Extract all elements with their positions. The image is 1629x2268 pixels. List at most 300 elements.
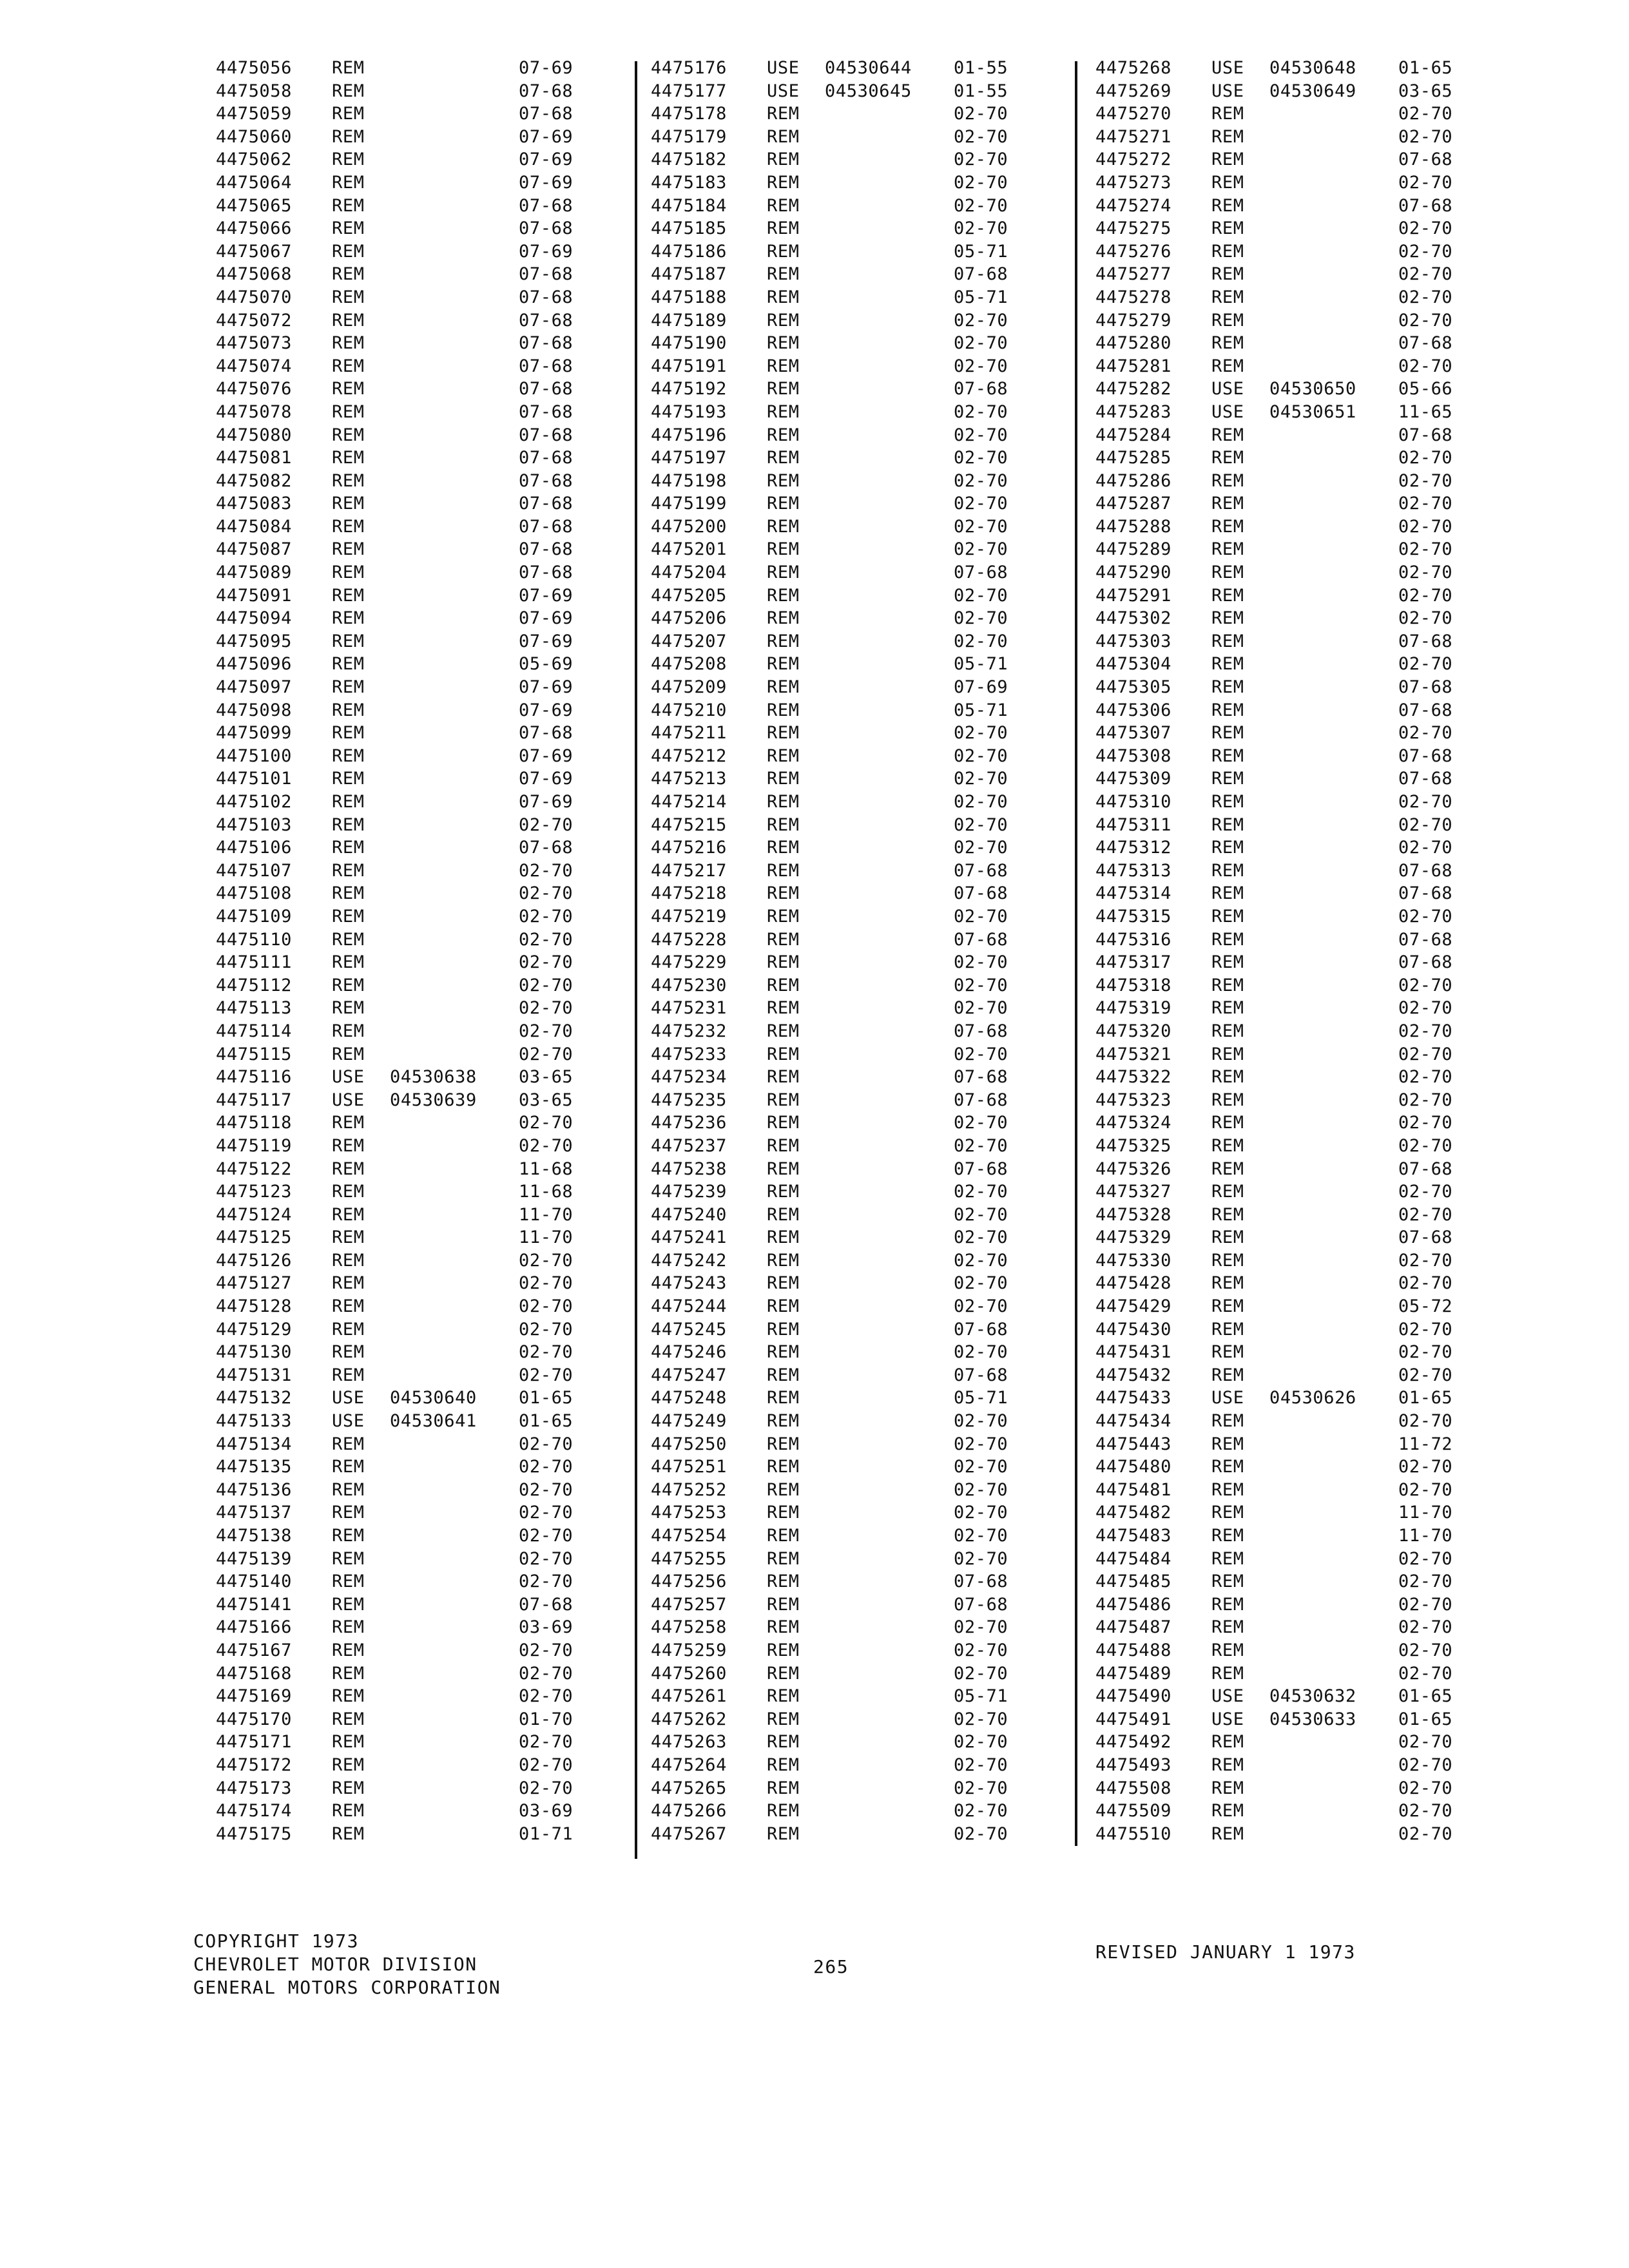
part-number: 4475176 bbox=[651, 58, 727, 78]
part-row bbox=[1095, 1616, 1482, 1639]
status-code: REM bbox=[767, 264, 800, 285]
effective-date: 02-70 bbox=[1398, 264, 1453, 285]
part-row bbox=[651, 1226, 1037, 1249]
part-number: 4475267 bbox=[651, 1823, 727, 1844]
part-number: 4475172 bbox=[216, 1754, 292, 1775]
effective-date: 07-68 bbox=[519, 333, 574, 354]
replacement-number: 04530645 bbox=[825, 81, 912, 101]
part-number: 4475127 bbox=[216, 1273, 292, 1294]
part-row bbox=[1095, 263, 1482, 286]
part-row bbox=[1095, 1570, 1482, 1593]
status-code: REM bbox=[332, 494, 365, 514]
part-number: 4475235 bbox=[651, 1090, 727, 1110]
part-row bbox=[1095, 1020, 1482, 1043]
part-row bbox=[1095, 836, 1482, 860]
part-row bbox=[651, 1593, 1037, 1617]
part-number: 4475073 bbox=[216, 333, 292, 354]
status-code: REM bbox=[332, 1204, 365, 1225]
status-code: REM bbox=[767, 1503, 800, 1523]
part-row bbox=[216, 676, 602, 699]
part-number: 4475167 bbox=[216, 1640, 292, 1660]
part-row bbox=[1095, 1731, 1482, 1754]
part-number: 4475209 bbox=[651, 677, 727, 698]
part-row bbox=[651, 1662, 1037, 1686]
effective-date: 11-70 bbox=[1398, 1526, 1453, 1546]
part-number: 4475132 bbox=[216, 1388, 292, 1408]
effective-date: 05-69 bbox=[519, 654, 574, 675]
effective-date: 07-68 bbox=[1398, 700, 1453, 720]
part-number: 4475139 bbox=[216, 1548, 292, 1569]
part-row bbox=[651, 80, 1037, 103]
part-number: 4475491 bbox=[1095, 1709, 1171, 1729]
part-number: 4475066 bbox=[216, 218, 292, 239]
part-number: 4475214 bbox=[651, 792, 727, 812]
effective-date: 11-70 bbox=[519, 1204, 574, 1225]
part-row bbox=[1095, 1066, 1482, 1089]
status-code: REM bbox=[1211, 356, 1244, 376]
status-code: REM bbox=[1211, 1434, 1244, 1454]
status-code: REM bbox=[767, 218, 800, 239]
part-number: 4475136 bbox=[216, 1479, 292, 1500]
status-code: REM bbox=[332, 401, 365, 422]
status-code: REM bbox=[332, 1250, 365, 1271]
part-row bbox=[651, 1249, 1037, 1273]
effective-date: 01-71 bbox=[519, 1823, 574, 1844]
part-row bbox=[651, 1043, 1037, 1066]
part-row bbox=[1095, 745, 1482, 768]
effective-date: 01-65 bbox=[1398, 1686, 1453, 1707]
part-number: 4475318 bbox=[1095, 975, 1171, 995]
part-row bbox=[216, 699, 602, 722]
status-code: REM bbox=[332, 1296, 365, 1317]
effective-date: 07-68 bbox=[1398, 631, 1453, 651]
parts-column-3 bbox=[1095, 57, 1482, 1845]
status-code: REM bbox=[332, 998, 365, 1019]
effective-date: 02-70 bbox=[1398, 1044, 1453, 1064]
effective-date: 02-70 bbox=[1398, 310, 1453, 331]
part-number: 4475256 bbox=[651, 1571, 727, 1592]
part-row bbox=[216, 1708, 602, 1731]
part-row bbox=[651, 630, 1037, 653]
effective-date: 02-70 bbox=[1398, 585, 1453, 606]
part-row bbox=[651, 538, 1037, 561]
status-code: REM bbox=[767, 745, 800, 766]
part-number: 4475276 bbox=[1095, 241, 1171, 262]
effective-date: 02-70 bbox=[954, 1296, 1008, 1317]
part-number: 4475187 bbox=[651, 264, 727, 285]
effective-date: 02-70 bbox=[519, 1319, 574, 1340]
part-row bbox=[216, 1111, 602, 1135]
status-code: REM bbox=[1211, 677, 1244, 698]
effective-date: 02-70 bbox=[519, 814, 574, 835]
status-code: REM bbox=[1211, 1754, 1244, 1775]
part-row bbox=[1095, 332, 1482, 355]
part-row bbox=[651, 263, 1037, 286]
status-code: REM bbox=[1211, 1296, 1244, 1317]
status-code: USE bbox=[332, 1067, 365, 1088]
part-row bbox=[1095, 1708, 1482, 1731]
part-row bbox=[1095, 951, 1482, 974]
part-row bbox=[1095, 102, 1482, 126]
effective-date: 02-70 bbox=[1398, 838, 1453, 858]
part-number: 4475170 bbox=[216, 1709, 292, 1729]
part-row bbox=[651, 217, 1037, 240]
effective-date: 07-68 bbox=[954, 1365, 1008, 1385]
part-number: 4475261 bbox=[651, 1686, 727, 1707]
part-number: 4475118 bbox=[216, 1113, 292, 1133]
part-number: 4475285 bbox=[1095, 448, 1171, 468]
status-code: REM bbox=[332, 769, 365, 789]
part-number: 4475100 bbox=[216, 745, 292, 766]
part-number: 4475196 bbox=[651, 425, 727, 445]
part-number: 4475218 bbox=[651, 883, 727, 904]
part-row bbox=[216, 148, 602, 171]
part-number: 4475264 bbox=[651, 1754, 727, 1775]
effective-date: 02-70 bbox=[1398, 1594, 1453, 1615]
part-number: 4475266 bbox=[651, 1801, 727, 1821]
effective-date: 02-70 bbox=[1398, 539, 1453, 560]
replacement-number: 04530633 bbox=[1269, 1709, 1356, 1729]
part-row bbox=[1095, 1204, 1482, 1227]
status-code: USE bbox=[767, 58, 800, 78]
part-number: 4475199 bbox=[651, 494, 727, 514]
parts-column-2 bbox=[651, 57, 1037, 1845]
part-row bbox=[651, 1777, 1037, 1800]
status-code: REM bbox=[767, 1204, 800, 1225]
effective-date: 07-68 bbox=[954, 1594, 1008, 1615]
replacement-number: 04530649 bbox=[1269, 81, 1356, 101]
part-row bbox=[1095, 1089, 1482, 1112]
status-code: REM bbox=[1211, 700, 1244, 720]
status-code: REM bbox=[1211, 1250, 1244, 1271]
part-number: 4475212 bbox=[651, 745, 727, 766]
status-code: REM bbox=[332, 379, 365, 399]
status-code: REM bbox=[767, 998, 800, 1019]
status-code: REM bbox=[332, 1823, 365, 1844]
copyright-line: GENERAL MOTORS CORPORATION bbox=[193, 1977, 501, 1998]
effective-date: 01-65 bbox=[1398, 1709, 1453, 1729]
status-code: REM bbox=[1211, 1411, 1244, 1432]
status-code: REM bbox=[767, 585, 800, 606]
status-code: REM bbox=[1211, 1503, 1244, 1523]
effective-date: 02-70 bbox=[519, 1296, 574, 1317]
part-row bbox=[651, 1272, 1037, 1295]
status-code: REM bbox=[1211, 631, 1244, 651]
part-row bbox=[1095, 538, 1482, 561]
status-code: REM bbox=[767, 723, 800, 744]
part-row bbox=[651, 447, 1037, 470]
part-number: 4475140 bbox=[216, 1571, 292, 1592]
effective-date: 02-70 bbox=[519, 1250, 574, 1271]
status-code: REM bbox=[767, 356, 800, 376]
part-row bbox=[216, 767, 602, 791]
status-code: REM bbox=[1211, 1090, 1244, 1110]
part-number: 4475058 bbox=[216, 81, 292, 101]
part-row bbox=[651, 928, 1037, 952]
part-row bbox=[1095, 1272, 1482, 1295]
part-row bbox=[216, 791, 602, 814]
effective-date: 01-65 bbox=[1398, 58, 1453, 78]
status-code: REM bbox=[767, 1158, 800, 1179]
part-number: 4475258 bbox=[651, 1617, 727, 1638]
part-row bbox=[1095, 860, 1482, 883]
part-row bbox=[216, 1570, 602, 1593]
part-number: 4475183 bbox=[651, 172, 727, 193]
effective-date: 02-70 bbox=[1398, 608, 1453, 629]
status-code: REM bbox=[332, 608, 365, 629]
status-code: REM bbox=[332, 448, 365, 468]
part-number: 4475243 bbox=[651, 1273, 727, 1294]
effective-date: 02-70 bbox=[954, 1801, 1008, 1821]
part-row bbox=[651, 424, 1037, 447]
status-code: REM bbox=[767, 700, 800, 720]
part-number: 4475321 bbox=[1095, 1044, 1171, 1064]
effective-date: 07-68 bbox=[954, 562, 1008, 583]
status-code: REM bbox=[767, 1801, 800, 1821]
effective-date: 02-70 bbox=[954, 333, 1008, 354]
part-row bbox=[651, 1685, 1037, 1708]
status-code: REM bbox=[767, 104, 800, 124]
part-row bbox=[1095, 171, 1482, 195]
effective-date: 07-69 bbox=[519, 172, 574, 193]
effective-date: 07-68 bbox=[519, 81, 574, 101]
part-number: 4475123 bbox=[216, 1182, 292, 1202]
part-number: 4475241 bbox=[651, 1227, 727, 1248]
part-number: 4475246 bbox=[651, 1342, 727, 1363]
replacement-number: 04530651 bbox=[1269, 401, 1356, 422]
part-row bbox=[651, 882, 1037, 905]
part-row bbox=[1095, 1823, 1482, 1846]
part-row bbox=[216, 1639, 602, 1662]
effective-date: 02-70 bbox=[1398, 1135, 1453, 1156]
status-code: REM bbox=[767, 1113, 800, 1133]
part-number: 4475287 bbox=[1095, 494, 1171, 514]
status-code: REM bbox=[767, 241, 800, 262]
part-row bbox=[1095, 653, 1482, 676]
effective-date: 07-68 bbox=[1398, 860, 1453, 881]
part-row bbox=[651, 1456, 1037, 1479]
part-number: 4475064 bbox=[216, 172, 292, 193]
part-number: 4475329 bbox=[1095, 1227, 1171, 1248]
part-number: 4475207 bbox=[651, 631, 727, 651]
status-code: REM bbox=[332, 264, 365, 285]
part-number: 4475117 bbox=[216, 1090, 292, 1110]
part-row bbox=[1095, 470, 1482, 493]
part-row bbox=[216, 745, 602, 768]
effective-date: 02-70 bbox=[1398, 906, 1453, 927]
part-number: 4475254 bbox=[651, 1526, 727, 1546]
effective-date: 02-70 bbox=[519, 1548, 574, 1569]
status-code: REM bbox=[1211, 723, 1244, 744]
status-code: REM bbox=[767, 975, 800, 995]
status-code: REM bbox=[767, 1067, 800, 1088]
part-number: 4475173 bbox=[216, 1778, 292, 1798]
status-code: REM bbox=[332, 104, 365, 124]
effective-date: 02-70 bbox=[954, 1434, 1008, 1454]
part-row bbox=[216, 860, 602, 883]
part-row bbox=[651, 57, 1037, 80]
effective-date: 02-70 bbox=[519, 1365, 574, 1385]
part-row bbox=[651, 515, 1037, 539]
part-number: 4475115 bbox=[216, 1044, 292, 1064]
effective-date: 02-70 bbox=[1398, 814, 1453, 835]
part-number: 4475253 bbox=[651, 1503, 727, 1523]
effective-date: 01-55 bbox=[954, 58, 1008, 78]
part-row bbox=[651, 378, 1037, 401]
status-code: REM bbox=[332, 287, 365, 307]
status-code: REM bbox=[332, 1548, 365, 1569]
part-row bbox=[1095, 240, 1482, 264]
effective-date: 02-70 bbox=[1398, 1319, 1453, 1340]
part-number: 4475311 bbox=[1095, 814, 1171, 835]
status-code: REM bbox=[1211, 1801, 1244, 1821]
part-row bbox=[1095, 722, 1482, 745]
part-number: 4475178 bbox=[651, 104, 727, 124]
part-row bbox=[216, 1226, 602, 1249]
part-number: 4475134 bbox=[216, 1434, 292, 1454]
replacement-number: 04530648 bbox=[1269, 58, 1356, 78]
part-number: 4475129 bbox=[216, 1319, 292, 1340]
part-number: 4475091 bbox=[216, 585, 292, 606]
status-code: REM bbox=[767, 1686, 800, 1707]
part-number: 4475433 bbox=[1095, 1388, 1171, 1408]
part-row bbox=[216, 1066, 602, 1089]
status-code: REM bbox=[332, 906, 365, 927]
status-code: USE bbox=[332, 1411, 365, 1432]
status-code: REM bbox=[767, 1227, 800, 1248]
status-code: REM bbox=[767, 1342, 800, 1363]
effective-date: 02-70 bbox=[954, 1754, 1008, 1775]
part-number: 4475277 bbox=[1095, 264, 1171, 285]
effective-date: 02-70 bbox=[954, 998, 1008, 1019]
status-code: REM bbox=[767, 654, 800, 675]
effective-date: 07-69 bbox=[954, 677, 1008, 698]
part-number: 4475327 bbox=[1095, 1182, 1171, 1202]
status-code: REM bbox=[1211, 1479, 1244, 1500]
part-number: 4475099 bbox=[216, 723, 292, 744]
status-code: REM bbox=[767, 1548, 800, 1569]
part-number: 4475326 bbox=[1095, 1158, 1171, 1179]
part-row bbox=[651, 607, 1037, 630]
part-number: 4475074 bbox=[216, 356, 292, 376]
effective-date: 02-70 bbox=[1398, 172, 1453, 193]
effective-date: 11-70 bbox=[519, 1227, 574, 1248]
part-number: 4475316 bbox=[1095, 929, 1171, 950]
part-number: 4475493 bbox=[1095, 1754, 1171, 1775]
part-number: 4475283 bbox=[1095, 401, 1171, 422]
part-row bbox=[216, 1777, 602, 1800]
part-number: 4475320 bbox=[1095, 1021, 1171, 1041]
part-number: 4475323 bbox=[1095, 1090, 1171, 1110]
effective-date: 07-68 bbox=[954, 264, 1008, 285]
effective-date: 02-70 bbox=[1398, 562, 1453, 583]
part-number: 4475485 bbox=[1095, 1571, 1171, 1592]
status-code: REM bbox=[332, 1732, 365, 1753]
effective-date: 05-71 bbox=[954, 654, 1008, 675]
part-row bbox=[1095, 1364, 1482, 1387]
part-row bbox=[1095, 401, 1482, 424]
status-code: REM bbox=[1211, 1640, 1244, 1660]
effective-date: 05-71 bbox=[954, 1686, 1008, 1707]
part-row bbox=[216, 1295, 602, 1318]
part-number: 4475482 bbox=[1095, 1503, 1171, 1523]
part-number: 4475313 bbox=[1095, 860, 1171, 881]
effective-date: 02-70 bbox=[954, 104, 1008, 124]
effective-date: 02-70 bbox=[1398, 1663, 1453, 1684]
part-row bbox=[651, 951, 1037, 974]
part-number: 4475228 bbox=[651, 929, 727, 950]
status-code: REM bbox=[767, 287, 800, 307]
status-code: REM bbox=[332, 952, 365, 973]
part-row bbox=[651, 653, 1037, 676]
part-number: 4475197 bbox=[651, 448, 727, 468]
part-number: 4475182 bbox=[651, 149, 727, 170]
effective-date: 07-68 bbox=[519, 310, 574, 331]
status-code: REM bbox=[767, 631, 800, 651]
effective-date: 02-70 bbox=[519, 1434, 574, 1454]
status-code: REM bbox=[1211, 608, 1244, 629]
status-code: REM bbox=[332, 516, 365, 537]
part-number: 4475319 bbox=[1095, 998, 1171, 1019]
status-code: REM bbox=[1211, 287, 1244, 307]
status-code: REM bbox=[767, 1135, 800, 1156]
effective-date: 02-70 bbox=[519, 1640, 574, 1660]
part-number: 4475310 bbox=[1095, 792, 1171, 812]
status-code: REM bbox=[332, 1640, 365, 1660]
status-code: REM bbox=[332, 700, 365, 720]
part-number: 4475211 bbox=[651, 723, 727, 744]
part-number: 4475255 bbox=[651, 1548, 727, 1569]
part-row bbox=[651, 1433, 1037, 1456]
part-row bbox=[651, 1295, 1037, 1318]
effective-date: 02-70 bbox=[954, 494, 1008, 514]
part-row bbox=[216, 905, 602, 928]
effective-date: 02-70 bbox=[1398, 975, 1453, 995]
effective-date: 05-71 bbox=[954, 287, 1008, 307]
part-number: 4475169 bbox=[216, 1686, 292, 1707]
part-row bbox=[216, 1662, 602, 1686]
effective-date: 02-70 bbox=[954, 1479, 1008, 1500]
status-code: USE bbox=[1211, 379, 1244, 399]
part-number: 4475286 bbox=[1095, 470, 1171, 491]
part-number: 4475510 bbox=[1095, 1823, 1171, 1844]
part-row bbox=[1095, 974, 1482, 997]
part-row bbox=[216, 355, 602, 378]
part-number: 4475108 bbox=[216, 883, 292, 904]
status-code: REM bbox=[332, 677, 365, 698]
replacement-number: 04530644 bbox=[825, 58, 912, 78]
part-row bbox=[651, 286, 1037, 309]
status-code: REM bbox=[332, 1571, 365, 1592]
part-number: 4475062 bbox=[216, 149, 292, 170]
effective-date: 07-68 bbox=[954, 379, 1008, 399]
status-code: REM bbox=[1211, 1778, 1244, 1798]
part-number: 4475206 bbox=[651, 608, 727, 629]
part-number: 4475098 bbox=[216, 700, 292, 720]
effective-date: 07-69 bbox=[519, 149, 574, 170]
part-number: 4475309 bbox=[1095, 769, 1171, 789]
part-number: 4475111 bbox=[216, 952, 292, 973]
part-number: 4475192 bbox=[651, 379, 727, 399]
part-number: 4475481 bbox=[1095, 1479, 1171, 1500]
status-code: REM bbox=[332, 1113, 365, 1133]
effective-date: 07-69 bbox=[519, 677, 574, 698]
part-row bbox=[1095, 1593, 1482, 1617]
status-code: REM bbox=[1211, 333, 1244, 354]
effective-date: 02-70 bbox=[1398, 1823, 1453, 1844]
part-number: 4475262 bbox=[651, 1709, 727, 1729]
status-code: REM bbox=[1211, 654, 1244, 675]
